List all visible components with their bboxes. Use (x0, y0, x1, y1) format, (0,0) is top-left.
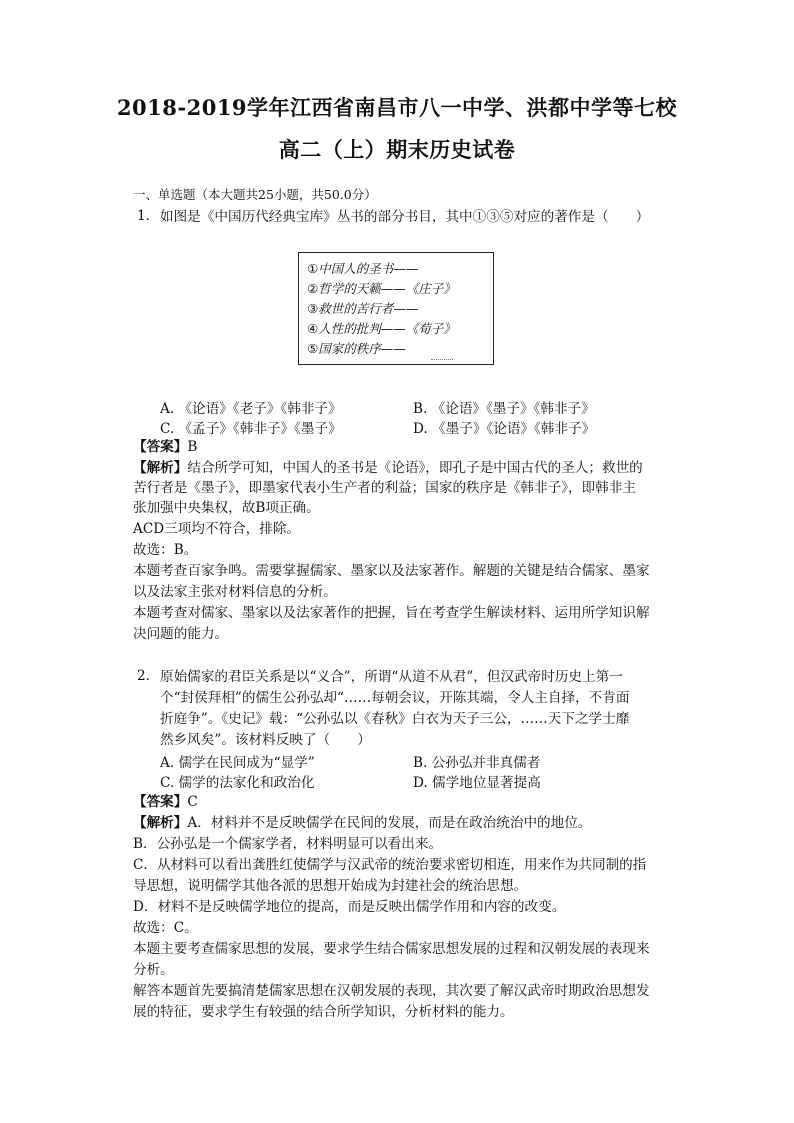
analysis-text: 结合所学可知，中国人的圣书是《论语》，即孔子是中国古代的圣人；救世的 (187, 460, 643, 476)
q2-stem-line: 原始儒家的君臣关系是以“义合”，所谓“从道不从君”，但汉武帝时历史上第一 (160, 669, 623, 685)
q1-option-a: A. 《论语》《老子》《韩非子》 (160, 401, 342, 417)
analysis-tag: 【解析】 (133, 815, 188, 831)
answer-value: B (187, 439, 198, 455)
q1-analysis-line: 本题考查百家争鸣。需要掌握儒家、墨家以及法家著作。解题的关键是结合儒家、墨家 (133, 563, 650, 579)
q2-option-a: A. 儒学在民间成为“显学” (160, 755, 315, 771)
answer-tag: 【答案】 (133, 794, 188, 810)
q2-analysis-line: 解答本题首先要搞清楚儒家思想在汉朝发展的表现，其次要了解汉武帝时期政治思想发 (133, 983, 650, 999)
q1-analysis-line: 苦行者是《墨子》，即墨家代表小生产者的利益；国家的秩序是《韩非子》，即韩非主 (133, 480, 636, 496)
q1-analysis-line (133, 458, 673, 478)
q1-option-d: D. 《墨子》《论语》《韩非子》 (413, 421, 596, 437)
q2-stem-line: 折庭争”。《史记》载：“公孙弘以《春秋》白衣为天子三公，……天下之学士靡 (160, 711, 630, 727)
q1-option-c: C. 《孟子》《韩非子》《墨子》 (160, 421, 342, 437)
q2-analysis-line: B．公孙弘是一个儒家学者，材料明显可以看出来。 (133, 836, 443, 852)
answer-value: C (187, 794, 198, 810)
figure-line: ③救世的苦行者—— (307, 301, 419, 316)
q2-analysis-line: D．材料不是反映儒学地位的提高，而是反映出儒学作用和内容的改变。 (133, 899, 566, 915)
q2-analysis-line: C．从材料可以看出龚胜红使儒学与汉武帝的统治要求密切相连，用来作为共同制的指 (133, 857, 647, 873)
q1-option-b: B. 《论语》《墨子》《韩非子》 (413, 401, 595, 417)
q2-option-d: D. 儒学地位显著提高 (413, 775, 541, 791)
figure-line: ④人性的批判——《荀子》 (307, 321, 456, 336)
q2-analysis-line: 导思想，说明儒学其他各派的思想开始成为封建社会的统治思想。 (133, 878, 528, 894)
q1-number: 1. (137, 208, 150, 224)
q2-analysis-line: 故选：C。 (133, 920, 198, 936)
figure-line: ①中国人的圣书—— (307, 261, 419, 276)
exam-title-line-2: 高二（上）期末历史试卷 (278, 137, 516, 162)
analysis-text: A．材料并不是反映儒学在民间的发展，而是在政治统治中的地位。 (187, 815, 592, 831)
q1-analysis-line: 以及法家主张对材料信息的分析。 (133, 584, 337, 600)
q2-number: 2. (137, 668, 150, 684)
q1-answer (133, 437, 673, 457)
q1-analysis-line: 故选：B。 (133, 542, 198, 558)
figure-scan-mark (431, 358, 453, 360)
q1-book-list-figure (298, 252, 494, 365)
figure-line: ⑤国家的秩序—— (307, 341, 406, 356)
q1-analysis-line: 本题考查对儒家、墨家以及法家著作的把握，旨在考查学生解读材料、运用所学知识解 (133, 605, 650, 621)
q2-option-c: C. 儒学的法家化和政治化 (160, 775, 315, 791)
q2-analysis-line: 分析。 (133, 962, 174, 978)
q1-analysis-line: 决问题的能力。 (133, 626, 229, 642)
q1-analysis-line: 张加强中央集权，故B项正确。 (133, 500, 320, 516)
q1-analysis-line: ACD三项均不符合，排除。 (133, 521, 301, 537)
q2-stem-line: 然乡风矣”。该材料反映了（ ） (160, 732, 371, 748)
q2-analysis-line (133, 813, 673, 833)
answer-tag: 【答案】 (133, 439, 188, 455)
q2-answer (133, 792, 673, 812)
q1-stem: 如图是《中国历代经典宝库》丛书的部分书目，其中①③⑤对应的著作是（ ） (160, 209, 650, 225)
q2-analysis-line: 展的特征，要求学生有较强的结合所学知识，分析材料的能力。 (133, 1004, 514, 1020)
exam-title-line-1: 2018-2019学年江西省南昌市八一中学、洪都中学等七校 (116, 95, 678, 120)
q2-analysis-line: 本题主要考查儒家思想的发展，要求学生结合儒家思想发展的过程和汉朝发展的表现来 (133, 941, 650, 957)
q2-option-b: B. 公孙弘并非真儒者 (413, 755, 541, 771)
analysis-tag: 【解析】 (133, 460, 188, 476)
q2-stem-line: 个“封侯拜相”的儒生公孙弘却“……每朝会议，开陈其端，令人主自择，不肯面 (160, 690, 630, 706)
section-heading: 一、单选题（本大题共25小题，共50.0分） (133, 187, 377, 202)
figure-line: ②哲学的天籁——《庄子》 (307, 281, 456, 296)
